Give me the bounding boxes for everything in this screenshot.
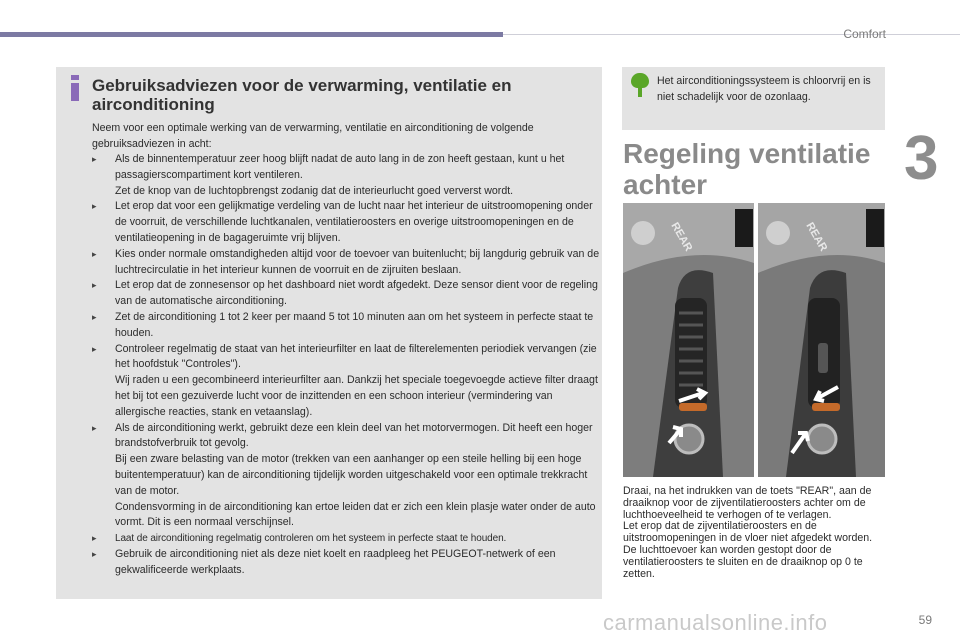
bullet-icon: ▸ (92, 311, 97, 322)
section-label: Comfort (843, 27, 886, 41)
tips-list (92, 152, 600, 579)
bullet-icon: ▸ (92, 422, 97, 433)
usage-tips-box (56, 67, 602, 599)
tip-text: Laat de airconditioning regelmatig controleren om het systeem in perfecte staat te houden. (115, 533, 507, 545)
rear-description-paragraph: Draai, na het indrukken van de toets "REAR", aan de draaiknop voor de zijventilatieroosters achter om de luchthoeveelheid te verhogen of te verlagen. (623, 485, 872, 521)
chapter-number: 3 (904, 124, 939, 193)
header-accent-bar (0, 32, 503, 37)
tip-item (92, 278, 600, 310)
bullet-icon: ▸ (92, 548, 97, 559)
rear-ventilation-description (623, 486, 885, 580)
tip-text: Condensvorming in de airconditioning kan ertoe leiden dat er zich een klein plasje water onder de auto vormt. Dit is een normaal verschijnsel. (115, 500, 596, 529)
tip-item (92, 547, 600, 579)
tip-item (92, 152, 600, 199)
tip-text: Wij raden u een gecombineerd interieurfilter aan. Dankzij het speciale toegevoegde actieve filter draagt het bij tot een gezuiverde lucht voor de inzittenden en een schoon interieur (vermindering van allergische reacties, stank en vetaanslag). (115, 374, 598, 418)
bullet-icon: ▸ (92, 248, 97, 259)
tip-item (92, 310, 600, 342)
fan-icon-right (766, 221, 790, 245)
tip-item (92, 531, 600, 547)
rear-description-paragraph: Let erop dat de zijventilatieroosters en de uitstroomopeningen in de vloer niet afgedekt worden. (623, 520, 873, 545)
rear-label-left: REAR (668, 220, 695, 254)
eco-note-text: Het airconditioningssysteem is chloorvrij en is niet schadelijk voor de ozonlaag. (657, 75, 871, 103)
bullet-icon: ▸ (92, 533, 97, 544)
tip-text: Zet de knop van de luchtopbrengst zodanig dat de interieurlucht goed ververst wordt. (115, 184, 514, 197)
tip-text: Bij een zware belasting van de motor (trekken van een aanhanger op een steile helling bij een hoge buitentemperatuur) kan de airconditioning tijdelijk worden uitgeschakeld voor een optimale trekkracht van de motor. (115, 453, 588, 497)
tips-intro: Neem voor een optimale werking van de verwarming, ventilatie en airconditioning de volgende gebruiksadviezen in acht: (92, 122, 534, 150)
eco-note-box (622, 67, 885, 130)
rear-label-right: REAR (803, 220, 830, 254)
tips-title: Gebruiksadviezen voor de verwarming, ventilatie en airconditioning (92, 76, 512, 114)
rear-ventilation-title: Regeling ventilatie achter (623, 138, 871, 200)
fan-icon-left (631, 221, 655, 245)
rear-vent-photo-left (623, 203, 754, 477)
tip-item (92, 199, 600, 246)
tip-text: Controleer regelmatig de staat van het interieurfilter en laat de filterelementen periodiek vervangen (zie het hoofdstuk "Controles"). (115, 342, 597, 371)
bullet-icon: ▸ (92, 343, 97, 354)
rear-vent-photos (623, 203, 885, 477)
bullet-icon: ▸ (92, 201, 97, 212)
tip-item (92, 247, 600, 279)
watermark: carmanualsonline.info (603, 610, 828, 635)
tree-icon (630, 73, 650, 97)
tip-text: Als de airconditioning werkt, gebruikt deze een klein deel van het motorvermogen. Dit heeft een hoger brandstofverbruik tot gevolg. (115, 421, 593, 450)
tip-item (92, 342, 600, 421)
tip-text: Let erop dat de zonnesensor op het dashboard niet wordt afgedekt. Deze sensor dient voor de regeling van de automatische airconditioning. (115, 279, 598, 308)
bullet-icon: ▸ (92, 154, 97, 164)
tip-text: Zet de airconditioning 1 tot 2 keer per maand 5 tot 10 minuten aan om het systeem in perfecte staat te houden. (115, 310, 594, 339)
bullet-icon: ▸ (92, 280, 97, 291)
rear-description-paragraph: De luchttoevoer kan worden gestopt door de ventilatieroosters te sluiten en de draaiknop op 0 te zetten. (623, 543, 863, 580)
tip-text: Gebruik de airconditioning niet als deze niet koelt en raadpleeg het PEUGEOT-netwerk of een gekwalificeerde werkplaats. (115, 547, 556, 576)
tip-text: Als de binnentemperatuur zeer hoog blijft nadat de auto lang in de zon heeft gestaan, kunt u het passagierscompartiment kort ventileren. (115, 153, 565, 181)
page-number: 59 (918, 613, 932, 627)
info-icon (68, 75, 82, 101)
header-rule (503, 34, 960, 35)
tip-text: Kies onder normale omstandigheden altijd voor de toevoer van buitenlucht; bij langdurig gebruik van de luchtrecirculatie in het interieur kunnen de voorruit en de zijruiten beslaan. (115, 247, 600, 276)
rear-vent-photo-right (758, 203, 885, 477)
tip-text: Let erop dat voor een gelijkmatige verdeling van de lucht naar het interieur de uitstroomopening onder de voorruit, de verschillende luchtkanalen, ventilatieroosters en overige uitstroomopeningen en de ventilatieopening in de bagageruimte vrij blijven. (115, 200, 593, 244)
tip-item (92, 421, 600, 532)
